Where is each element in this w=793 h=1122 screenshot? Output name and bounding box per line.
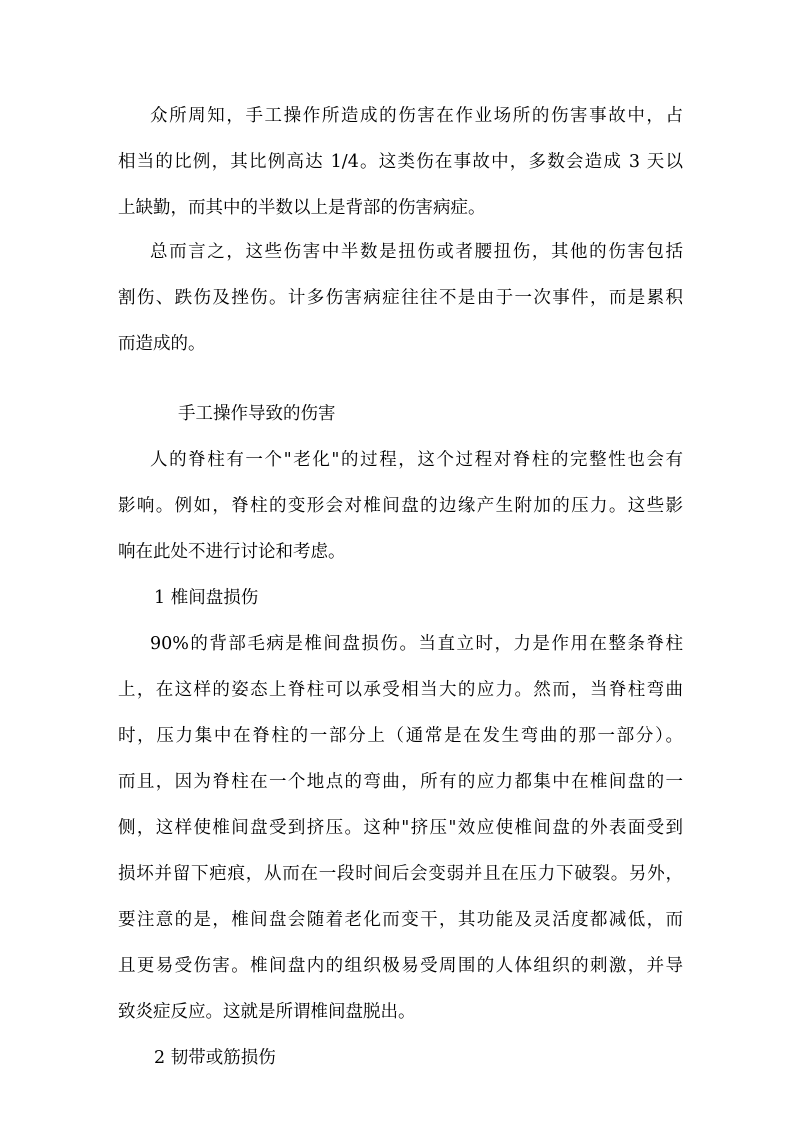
paragraph-line: 时，压力集中在脊柱的一部分上（通常是在发生弯曲的那一部分）。 (118, 726, 683, 746)
paragraph-line: 致炎症反应。这就是所谓椎间盘脱出。 (118, 1002, 416, 1022)
paragraph-line: 侧，这样使椎间盘受到挤压。这种"挤压"效应使椎间盘的外表面受到 (118, 818, 683, 838)
paragraph-line: 总而言之，这些伤害中半数是扭伤或者腰扭伤，其他的伤害包括 (150, 242, 683, 262)
paragraph-line: 且更易受伤害。椎间盘内的组织极易受周围的人体组织的刺激，并导 (118, 956, 683, 976)
paragraph-line: 要注意的是，椎间盘会随着老化而变干，其功能及灵活度都减低，而 (118, 910, 683, 930)
paragraph-line: 90%的背部毛病是椎间盘损伤。当直立时，力是作用在整条脊柱 (150, 634, 683, 654)
paragraph-line: 人的脊柱有一个"老化"的过程，这个过程对脊柱的完整性也会有 (150, 450, 683, 470)
paragraph-line: 上缺勤，而其中的半数以上是背部的伤害病症。 (118, 198, 486, 218)
paragraph-line: 影响。例如，脊柱的变形会对椎间盘的边缘产生附加的压力。这些影 (118, 496, 683, 516)
paragraph-line: 众所周知，手工操作所造成的伤害在作业场所的伤害事故中，占 (150, 106, 683, 126)
section-title: 手工操作导致的伤害 (178, 404, 336, 424)
paragraph-line: 相当的比例，其比例高达 1/4。这类伤在事故中，多数会造成 3 天以 (118, 152, 683, 172)
subheading-1: 1 椎间盘损伤 (154, 588, 259, 608)
paragraph-line: 割伤、跌伤及挫伤。计多伤害病症往往不是由于一次事件，而是累积 (118, 288, 683, 308)
paragraph-line: 损坏并留下疤痕，从而在一段时间后会变弱并且在压力下破裂。另外， (118, 864, 683, 884)
subheading-2: 2 韧带或筋损伤 (154, 1048, 276, 1068)
paragraph-line: 响在此处不进行讨论和考虑。 (118, 542, 346, 562)
paragraph-line: 而造成的。 (118, 334, 206, 354)
paragraph-line: 上，在这样的姿态上脊柱可以承受相当大的应力。然而，当脊柱弯曲 (118, 680, 683, 700)
paragraph-line: 而且，因为脊柱在一个地点的弯曲，所有的应力都集中在椎间盘的一 (118, 772, 683, 792)
